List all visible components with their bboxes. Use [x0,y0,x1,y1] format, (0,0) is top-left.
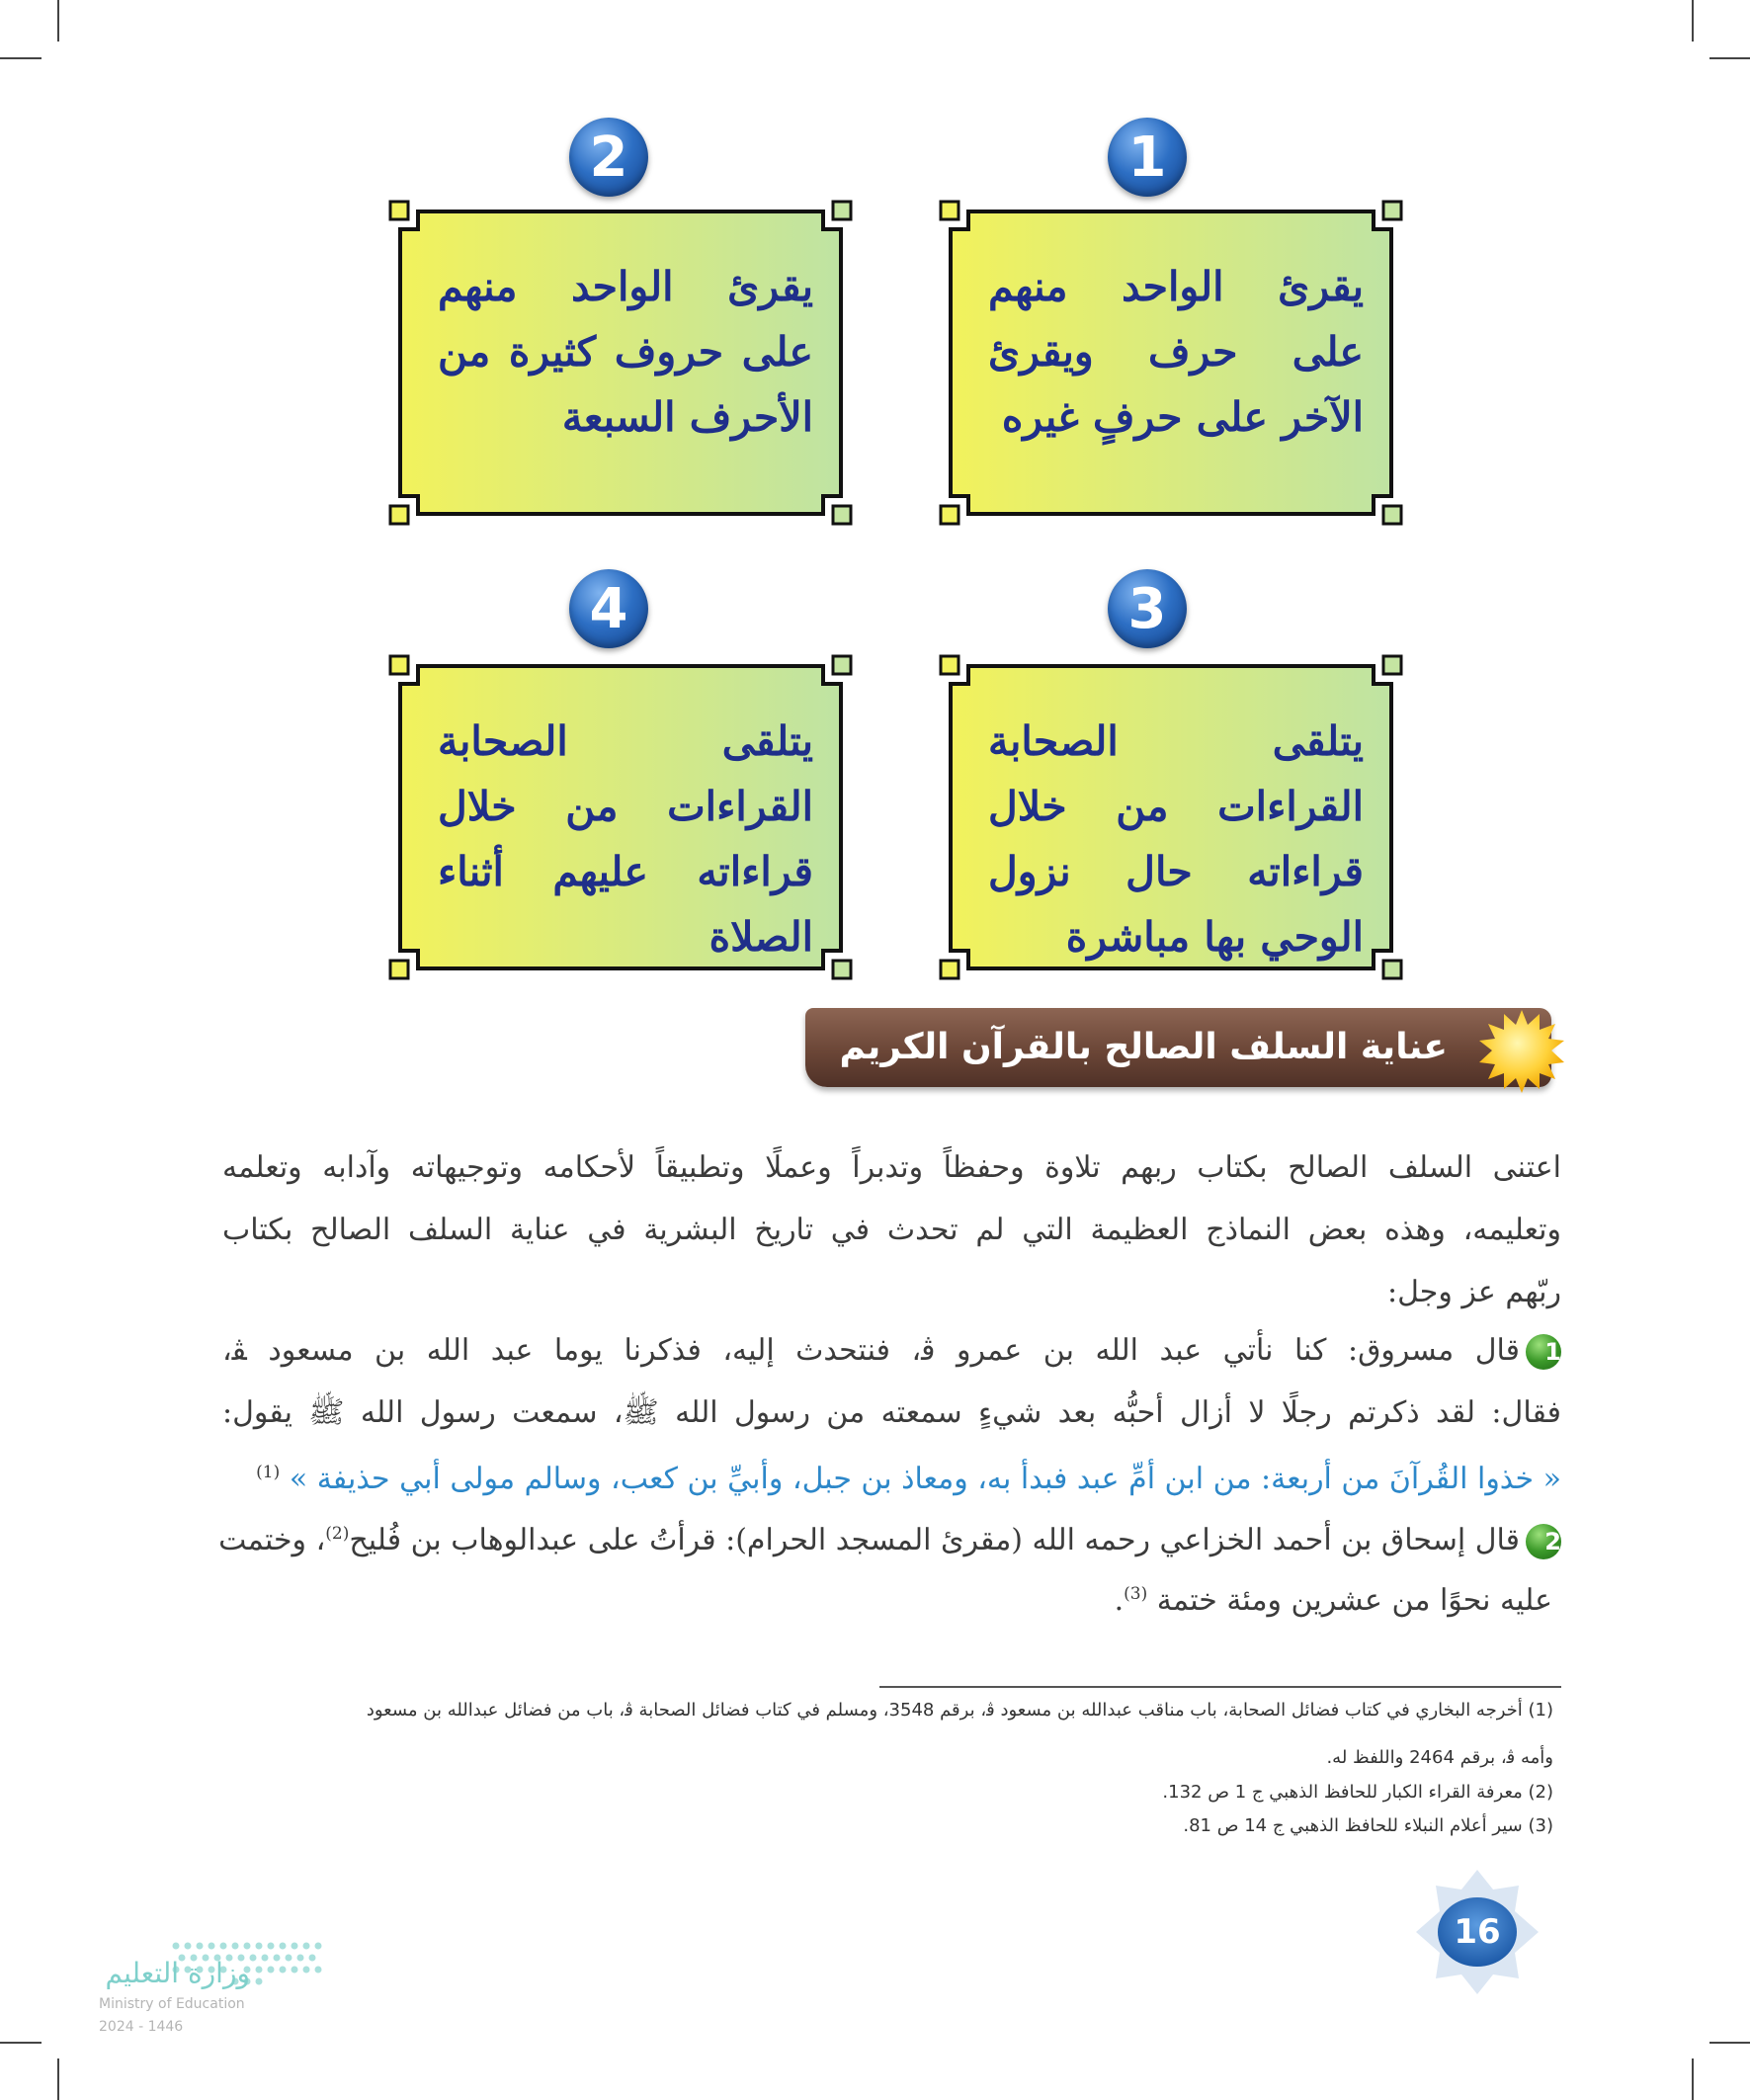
card-2 [388,200,853,526]
card-text: يقرئ الواحد منهم على حرف ويقرئ الآخر على حرفٍ غيره [988,263,1364,441]
card-number-circle: 3 [1108,569,1187,648]
page-number: 16 [1454,1912,1501,1952]
ministry-name-english: Ministry of Education [99,1996,245,2012]
card-3 [939,654,1403,980]
item-1-text: قال مسروق: كنا نأتي عبد الله بن عمرو ﭬ، فنتحدث إليه، فذكرنا يوما عبد الله بن مسعود ﭭ، [222,1333,1520,1368]
card-text: يتلقى الصحابة القراءات من خلال قراءاته عليهم أثناء الصلاة [438,717,813,961]
item-2-text: عليه نحوًا من عشرين ومئة ختمة [1156,1583,1552,1618]
crop-mark [0,2042,42,2044]
footnote-ref: (3) [1124,1584,1148,1604]
intro-line-3: ربّهم عز وجل: [1386,1275,1561,1309]
crop-mark [1709,2042,1750,2044]
footnote-divider [879,1686,1561,1688]
card-number-circle: 2 [569,118,648,197]
footnote-1: (1) أخرجه البخاري في كتاب فضائل الصحابة، باب مناقب عبدالله بن مسعود ﭬ، برقم 3548، ومسلم في كتاب فضائل الصحابة ﭬ، باب من فضائل عبدالله بن مسعود [366,1700,1553,1721]
item-1-line-2: فقال: لقد ذكرتم رجلًا لا أزال أحبُّه بعد شيءٍ سمعته من رسول الله ﷺ، سمعت رسول الله ﷺ يقول: [222,1395,1561,1430]
item-2-line-1 [218,1509,1561,1565]
bullet-number: 1 [1526,1334,1561,1370]
crop-mark [1709,57,1750,59]
crop-mark [0,57,42,59]
item-1-line-3 [222,1448,1561,1504]
sun-icon [1477,1008,1566,1097]
footnote-2: (2) معرفة القراء الكبار للحافظ الذهبي ج 1 ص 132. [1162,1782,1553,1803]
section-banner [805,1008,1551,1087]
card-1 [939,200,1403,526]
intro-line-2: وتعليمه، وهذه بعض النماذج العظيمة التي لم تحدث في تاريخ البشرية في عناية السلف الصالح بكتاب [222,1213,1561,1247]
footnote-3: (3) سير أعلام النبلاء للحافظ الذهبي ج 14 ص 81. [1183,1815,1553,1836]
card-text: يقرئ الواحد منهم على حروف كثيرة من الأحرف السبعة [438,263,813,441]
footnote-ref: (2) [325,1524,350,1544]
section-title: عناية السلف الصالح بالقرآن الكريم [839,1027,1448,1067]
crop-mark [57,2058,59,2100]
item-1-line-1 [222,1326,1561,1376]
intro-line-1: اعتنى السلف الصالح بكتاب ربهم تلاوة وحفظاً وتدبراً وعملًا وتطبيقاً لأحكامه وتوجيهاته وآدابه وتعلمه [222,1150,1561,1185]
item-2-line-2 [1115,1569,1552,1626]
card-4 [388,654,853,980]
crop-mark [57,0,59,42]
item-2-text: قال إسحاق بن أحمد الخزاعي رحمه الله (مقرئ المسجد الحرام): قرأتُ على عبدالوهاب بن فُليح [349,1523,1520,1557]
hadith-quote: « خذوا القُرآنَ من أربعة: من ابن أمِّ عبد فبدأ به، ومعاذ بن جبل، وأبيِّ بن كعب، وسالم مولى أبي حذيفة » [289,1462,1561,1496]
item-2-end: . [1114,1583,1125,1618]
bullet-number: 2 [1526,1524,1561,1559]
crop-mark [1692,2058,1694,2100]
footnote-1-cont: وأمه ﭬ، برقم 2464 واللفظ له. [1326,1747,1553,1768]
ministry-name-arabic: وزارة التعليم [105,1957,250,1989]
card-number-circle: 4 [569,569,648,648]
card-number-circle: 1 [1108,118,1187,197]
footnote-ref: (1) [256,1463,281,1482]
card-text: يتلقى الصحابة القراءات من خلال قراءاته حال نزول الوحي بها مباشرة [988,717,1364,961]
item-2-text-cont: ، وختمت [218,1523,326,1557]
crop-mark [1692,0,1694,42]
ministry-year: 2024 - 1446 [99,2019,184,2035]
